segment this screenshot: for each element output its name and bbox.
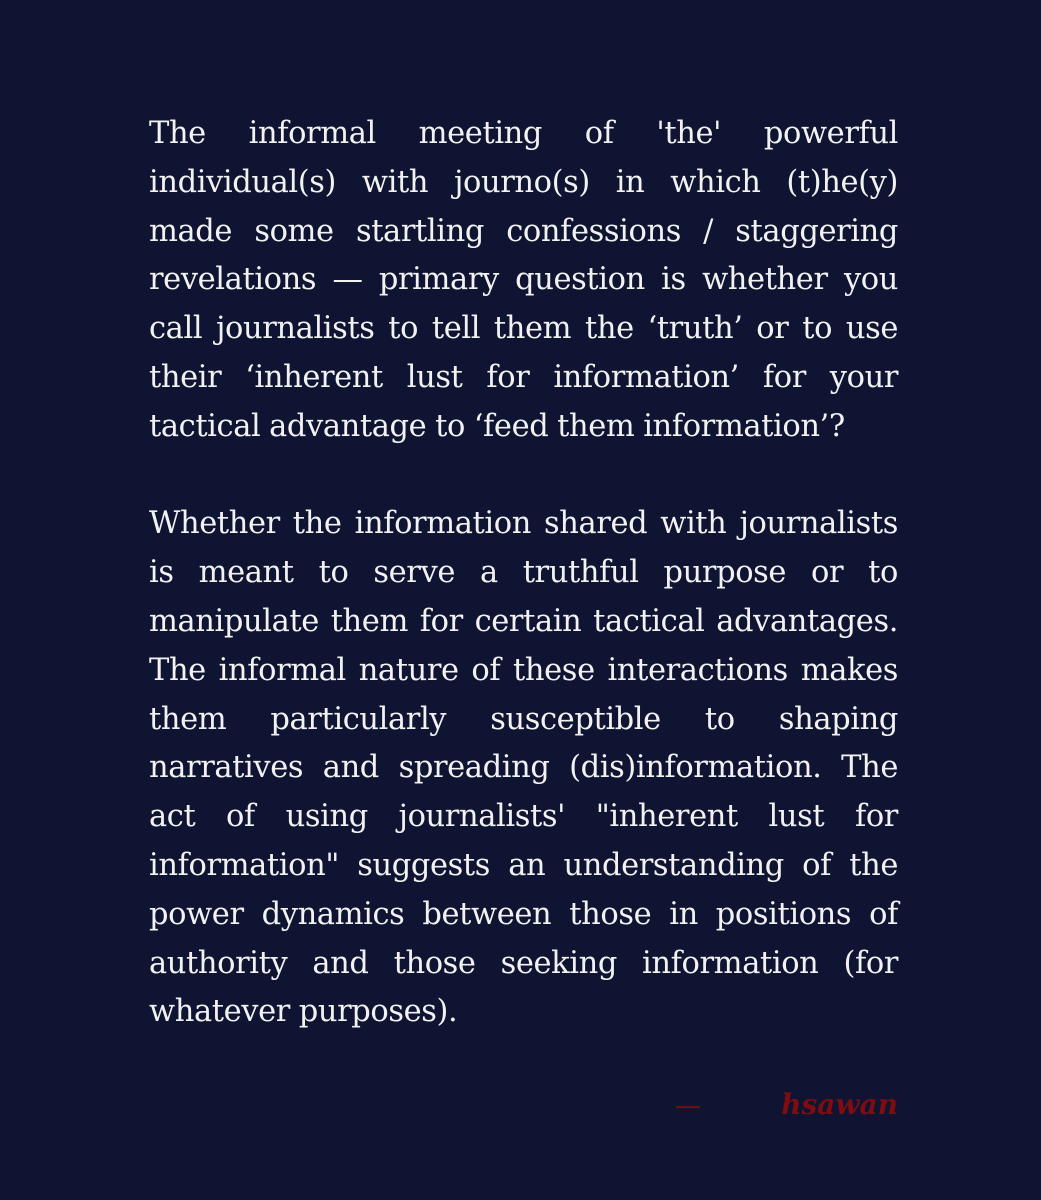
signature-dash: —	[675, 1091, 701, 1121]
paragraph-2: Whether the information shared with journalists is meant to serve a truthful purpose or to manipulate them for certain tactical advantages. The informal nature of these interactions makes them particularly susceptible to shaping narratives and spreading (dis)information. The act of using journalists' "inherent lust for information" suggests an understanding of the power dynamics between those in positions of authority and those seeking information (for whatever purposes).	[149, 506, 898, 1030]
author-signature	[675, 1088, 898, 1121]
author-name: hsawan	[781, 1088, 898, 1121]
quote-text-block	[149, 110, 898, 1037]
paragraph-1: The informal meeting of 'the' powerful individual(s) with journo(s) in which (t)he(y) made some startling confessions / staggering revelations — primary question is whether you call journalists to tell them the ‘truth’ or to use their ‘inherent lust for information’ for your tactical advantage to ‘feed them information’?	[149, 116, 898, 444]
paragraph-gap	[149, 452, 898, 501]
